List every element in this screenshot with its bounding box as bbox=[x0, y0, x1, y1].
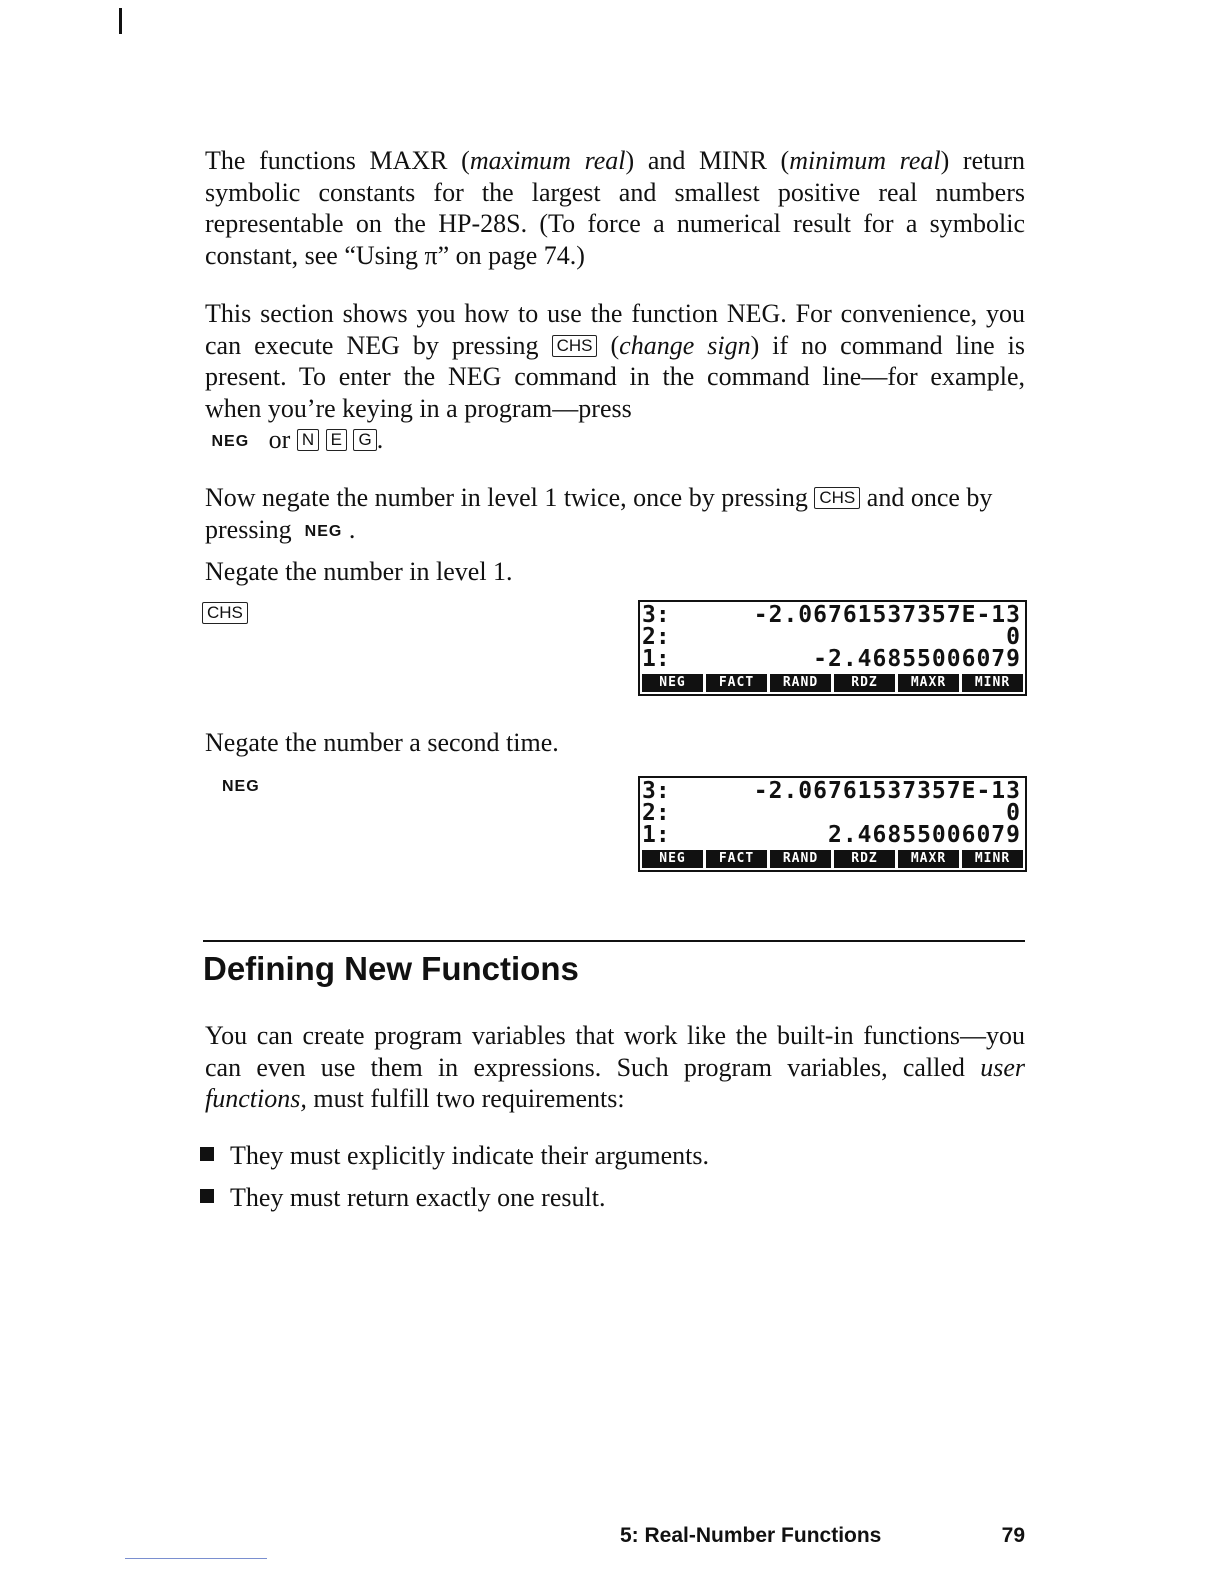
chapter-title: 5: Real-Number Functions bbox=[620, 1524, 882, 1547]
step2-neg-softkey[interactable]: NEG bbox=[222, 778, 260, 795]
stack-level-2: 2: 0 bbox=[642, 800, 1021, 826]
bullet-square-icon bbox=[200, 1147, 214, 1161]
menu-fact[interactable]: FACT bbox=[706, 674, 767, 692]
chs-key[interactable]: CHS bbox=[814, 487, 860, 509]
section-rule bbox=[203, 940, 1025, 942]
step1-label: Negate the number in level 1. bbox=[205, 557, 513, 586]
maxr-minr-paragraph: The functions MAXR (maximum real) and MINR (minimum real) return symbolic constants for the largest and smallest positive real numbers representable on the HP-28S. (To force a numerical result for a symbolic constant, see “Using π” on page 74.) bbox=[205, 146, 1025, 270]
neg-intro-paragraph: This section shows you how to use the function NEG. For convenience, you can execute NEG by pressing CHS (change sign) if no command line is present. To enter the NEG command in the command line—for example, when you’re keying in a program—press NEG or N E G . bbox=[205, 299, 1026, 454]
softkey-menu bbox=[642, 674, 1023, 692]
n-key[interactable]: N bbox=[297, 429, 319, 451]
menu-neg[interactable]: NEG bbox=[642, 674, 703, 692]
neg-softkey[interactable]: NEG bbox=[211, 433, 250, 450]
stack-level-3: 3: -2.06761537357E-13 bbox=[642, 602, 1021, 628]
softkey-menu bbox=[642, 850, 1023, 868]
page-number: 79 bbox=[1001, 1524, 1025, 1547]
menu-minr[interactable]: MINR bbox=[962, 850, 1023, 868]
stack-level-3: 3: -2.06761537357E-13 bbox=[642, 778, 1021, 804]
chs-key[interactable]: CHS bbox=[552, 335, 598, 357]
stack-level-1: 1: 2.46855006079 bbox=[642, 822, 1021, 848]
bullet-square-icon bbox=[200, 1189, 214, 1203]
menu-rand[interactable]: RAND bbox=[770, 674, 831, 692]
menu-maxr[interactable]: MAXR bbox=[898, 674, 959, 692]
menu-rand[interactable]: RAND bbox=[770, 850, 831, 868]
menu-minr[interactable]: MINR bbox=[962, 674, 1023, 692]
requirements-list bbox=[200, 1138, 709, 1222]
step2-lcd-display bbox=[638, 776, 1027, 872]
menu-rdz[interactable]: RDZ bbox=[834, 850, 895, 868]
step1-lcd-display bbox=[638, 600, 1027, 696]
step2-label: Negate the number a second time. bbox=[205, 728, 559, 757]
negate-twice-paragraph: Now negate the number in level 1 twice, once by pressing CHS and once by pressing NEG . bbox=[205, 483, 993, 544]
stack-level-2: 2: 0 bbox=[642, 624, 1021, 650]
page-footer bbox=[620, 1524, 1025, 1548]
section-heading: Defining New Functions bbox=[203, 950, 579, 987]
menu-neg[interactable]: NEG bbox=[642, 850, 703, 868]
neg-softkey[interactable]: NEG bbox=[304, 522, 343, 540]
e-key[interactable]: E bbox=[326, 429, 347, 451]
step1-chs-key[interactable]: CHS bbox=[202, 602, 248, 624]
menu-fact[interactable]: FACT bbox=[706, 850, 767, 868]
list-item: They must explicitly indicate their arguments. bbox=[200, 1138, 709, 1180]
stack-level-1: 1: -2.46855006079 bbox=[642, 646, 1021, 672]
footer-line bbox=[125, 1558, 267, 1559]
menu-rdz[interactable]: RDZ bbox=[834, 674, 895, 692]
page-edge-mark bbox=[119, 8, 122, 34]
menu-maxr[interactable]: MAXR bbox=[898, 850, 959, 868]
list-item: They must return exactly one result. bbox=[200, 1180, 709, 1222]
user-functions-paragraph: You can create program variables that work like the built-in functions—you can even use them in expressions. Such program variables, called user functions, must fulfill two requirements: bbox=[205, 1021, 1025, 1113]
g-key[interactable]: G bbox=[353, 429, 376, 451]
